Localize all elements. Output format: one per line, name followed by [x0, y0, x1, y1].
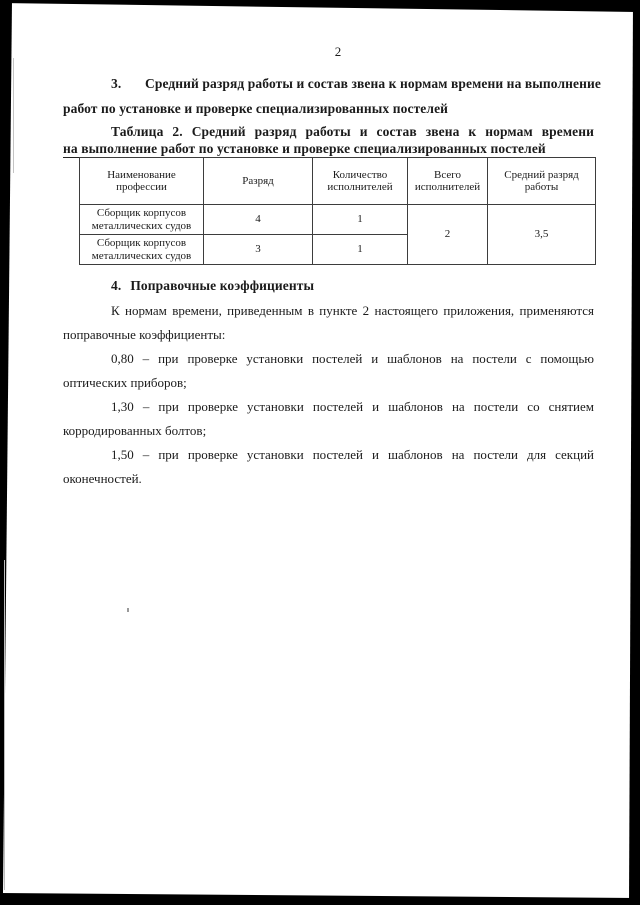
- coefficient-item-2-line-1: 1,30 – при проверке установки постелей и шаблонов на постели со снятием: [111, 399, 594, 414]
- cell-grade: 4: [204, 205, 313, 235]
- header-average-grade: Средний разряд работы: [488, 158, 596, 205]
- scan-artifact-speck: [127, 608, 129, 612]
- scan-edge-top: [0, 0, 640, 12]
- table-caption-underlined-text: на выполнение работ по установке и проверке специализированных постелей: [63, 141, 546, 156]
- scan-edge-right: [626, 0, 640, 905]
- scan-edge-bottom: [0, 891, 640, 905]
- section-4-number: 4.: [111, 278, 122, 293]
- cell-quantity: 1: [313, 205, 408, 235]
- scan-edge-left: [0, 0, 14, 905]
- section-4-intro-line-2: поправочные коэффициенты:: [63, 327, 226, 342]
- section-4-heading-text: Поправочные коэффициенты: [130, 278, 315, 293]
- header-profession: Наименование профессии: [80, 158, 204, 205]
- cell-profession: Сборщик корпусов металлических судов: [80, 205, 204, 235]
- scan-artifact-line-bottom: [4, 560, 5, 890]
- section-3-heading-line-1: [63, 76, 601, 92]
- header-quantity: Количество исполнителей: [313, 158, 408, 205]
- cell-total-performers: 2: [408, 205, 488, 265]
- section-4-intro-line-1: К нормам времени, приведенным в пункте 2 настоящего приложения, применяются: [111, 303, 594, 318]
- section-3-heading-text: Средний разряд работы и состав звена к нормам времени на выполнение: [145, 76, 601, 91]
- table-caption-line-1: Таблица 2. Средний разряд работы и состав звена к нормам времени: [111, 124, 594, 139]
- table-header-row: [80, 158, 596, 205]
- table-row: [80, 205, 596, 235]
- coefficient-item-3-line-2: оконечностей.: [63, 471, 142, 486]
- norms-table: [79, 157, 596, 265]
- table-caption-line-2: [63, 141, 594, 157]
- cell-quantity: 1: [313, 235, 408, 265]
- cell-profession: Сборщик корпусов металлических судов: [80, 235, 204, 265]
- coefficient-item-3-line-1: 1,50 – при проверке установки постелей и шаблонов на постели для секций: [111, 447, 594, 462]
- header-total-performers: Всего исполнителей: [408, 158, 488, 205]
- cell-grade: 3: [204, 235, 313, 265]
- section-4-heading: [63, 278, 594, 294]
- header-grade: Разряд: [204, 158, 313, 205]
- cell-average-grade: 3,5: [488, 205, 596, 265]
- coefficient-item-1-line-1: 0,80 – при проверке установки постелей и шаблонов на постели с помощью: [111, 351, 594, 366]
- coefficient-item-1-line-2: оптических приборов;: [63, 375, 187, 390]
- section-3-heading-line-2: работ по установке и проверке специализированных постелей: [63, 101, 449, 116]
- coefficient-item-2-line-2: корродированных болтов;: [63, 423, 207, 438]
- page-number: 2: [334, 44, 342, 59]
- section-3-number: 3.: [111, 76, 122, 91]
- scan-artifact-line: [13, 58, 14, 173]
